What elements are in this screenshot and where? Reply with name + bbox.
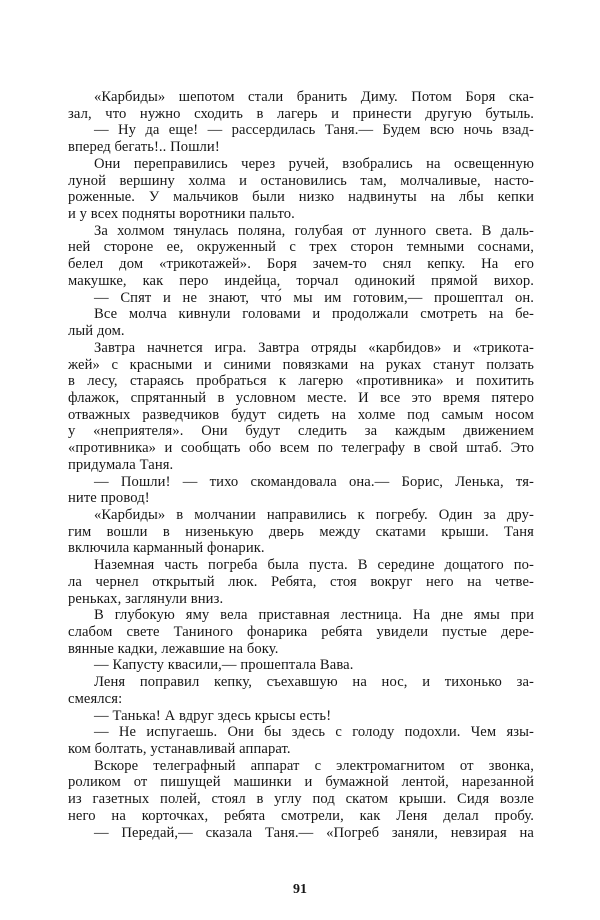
text-line: него на корточках, ребята смотрели, как Леня делал пробу.	[68, 807, 534, 824]
page-number: 91	[293, 882, 307, 897]
text-line: зал, что нужно сходить в лагерь и принести другую бутыль.	[68, 105, 534, 122]
text-line: отважных разведчиков будут сидеть на холме под самым носом	[68, 406, 534, 423]
text-line: у «неприятеля». Они будут следить за каждым движением	[68, 423, 534, 440]
text-line: роженные. У мальчиков были низко надвинуты на лбы кепки	[68, 189, 534, 206]
text-line: макушке, как перо индейца, торчал одинокий прямой вихор.	[68, 272, 534, 289]
text-line: — Не испугаешь. Они бы здесь с голоду подохли. Чем язы-	[94, 724, 534, 741]
text-line: ком болтать, устанавливай аппарат.	[68, 741, 291, 758]
text-line: луной вершину холма и остановились там, молчаливые, насто-	[68, 172, 534, 189]
text-line: — Танька! А вдруг здесь крысы есть!	[94, 707, 332, 724]
text-line: — Передай,— сказала Таня.— «Погреб заняли, невзирая на	[94, 824, 534, 841]
text-line: Все молча кивнули головами и продолжали смотреть на бе-	[94, 306, 534, 323]
text-line: и у всех подняты воротники пальто.	[68, 206, 295, 223]
text-line: За холмом тянулась поляна, голубая от лунного света. В даль-	[94, 222, 534, 239]
text-line: «Карбиды» шепотом стали бранить Диму. Потом Боря ска-	[94, 89, 534, 105]
text-line: гим вошли в низенькую дверь между скатами крыши. Таня	[68, 523, 534, 540]
text-line: Леня поправил кепку, съехавшую на нос, и тихонько за-	[94, 674, 534, 691]
text-line: в лесу, стараясь пробраться к лагерю «противника» и похитить	[68, 373, 534, 390]
text-line: роликом от пишущей машинки и бумажной лентой, нарезанной	[68, 774, 534, 791]
text-line: — Пошли! — тихо скомандовала она.— Борис, Ленька, тя-	[94, 473, 534, 490]
text-line: Наземная часть погреба была пуста. В середине дощатого по-	[94, 557, 534, 574]
text-line: включила карманный фонарик.	[68, 540, 265, 557]
text-line: — Спят и не знают, что́ мы им готовим,— прошептал он.	[94, 289, 534, 306]
text-line: В глубокую яму вела приставная лестница. На дне ямы при	[94, 607, 534, 624]
text-line: лый дом.	[68, 323, 125, 340]
text-line: ней стороне ее, окруженный с трех сторон темными соснами,	[68, 239, 534, 256]
text-line: ла чернел открытый люк. Ребята, стоя вокруг него на четве-	[68, 573, 534, 590]
text-line: из газетных полей, стоял в углу под скатом крыши. Сидя возле	[68, 791, 534, 808]
text-line: реньках, заглянули вниз.	[68, 590, 224, 607]
text-line: вперед бегать!.. Пошли!	[68, 139, 220, 156]
text-line: — Ну да еще! — рассердилась Таня.— Будем всю ночь взад-	[94, 122, 534, 139]
text-line: слабом свете Таниного фонарика ребята увидели пустые дере-	[68, 624, 534, 640]
text-line: Они переправились через ручей, взобрались на освещенную	[94, 155, 534, 172]
text-line: «Карбиды» в молчании направились к погребу. Один за дру-	[94, 506, 534, 523]
text-line: Вскоре телеграфный аппарат с электромагнитом от звонка,	[94, 757, 534, 774]
text-line: ните провод!	[68, 490, 150, 507]
text-line: придумала Таня.	[68, 456, 174, 473]
text-line: флажок, спрятанный в условном месте. И все это время пятеро	[68, 389, 534, 406]
text-line: «противника» и сообщать обо всем по телеграфу в свой штаб. Это	[68, 440, 534, 457]
text-line: Завтра начнется игра. Завтра отряды «карбидов» и «трикота-	[94, 339, 534, 356]
text-line: вянные кадки, лежавшие на боку.	[68, 640, 279, 657]
text-line: смеялся:	[68, 690, 123, 707]
text-line: жей» с красными и синими повязками на руках станут ползать	[68, 356, 534, 373]
text-line: белел дом «трикотажей». Боря зачем-то снял кепку. На его	[68, 256, 534, 273]
text-line: — Капусту квасили,— прошептала Вава.	[94, 657, 354, 674]
book-page-text	[68, 89, 534, 841]
